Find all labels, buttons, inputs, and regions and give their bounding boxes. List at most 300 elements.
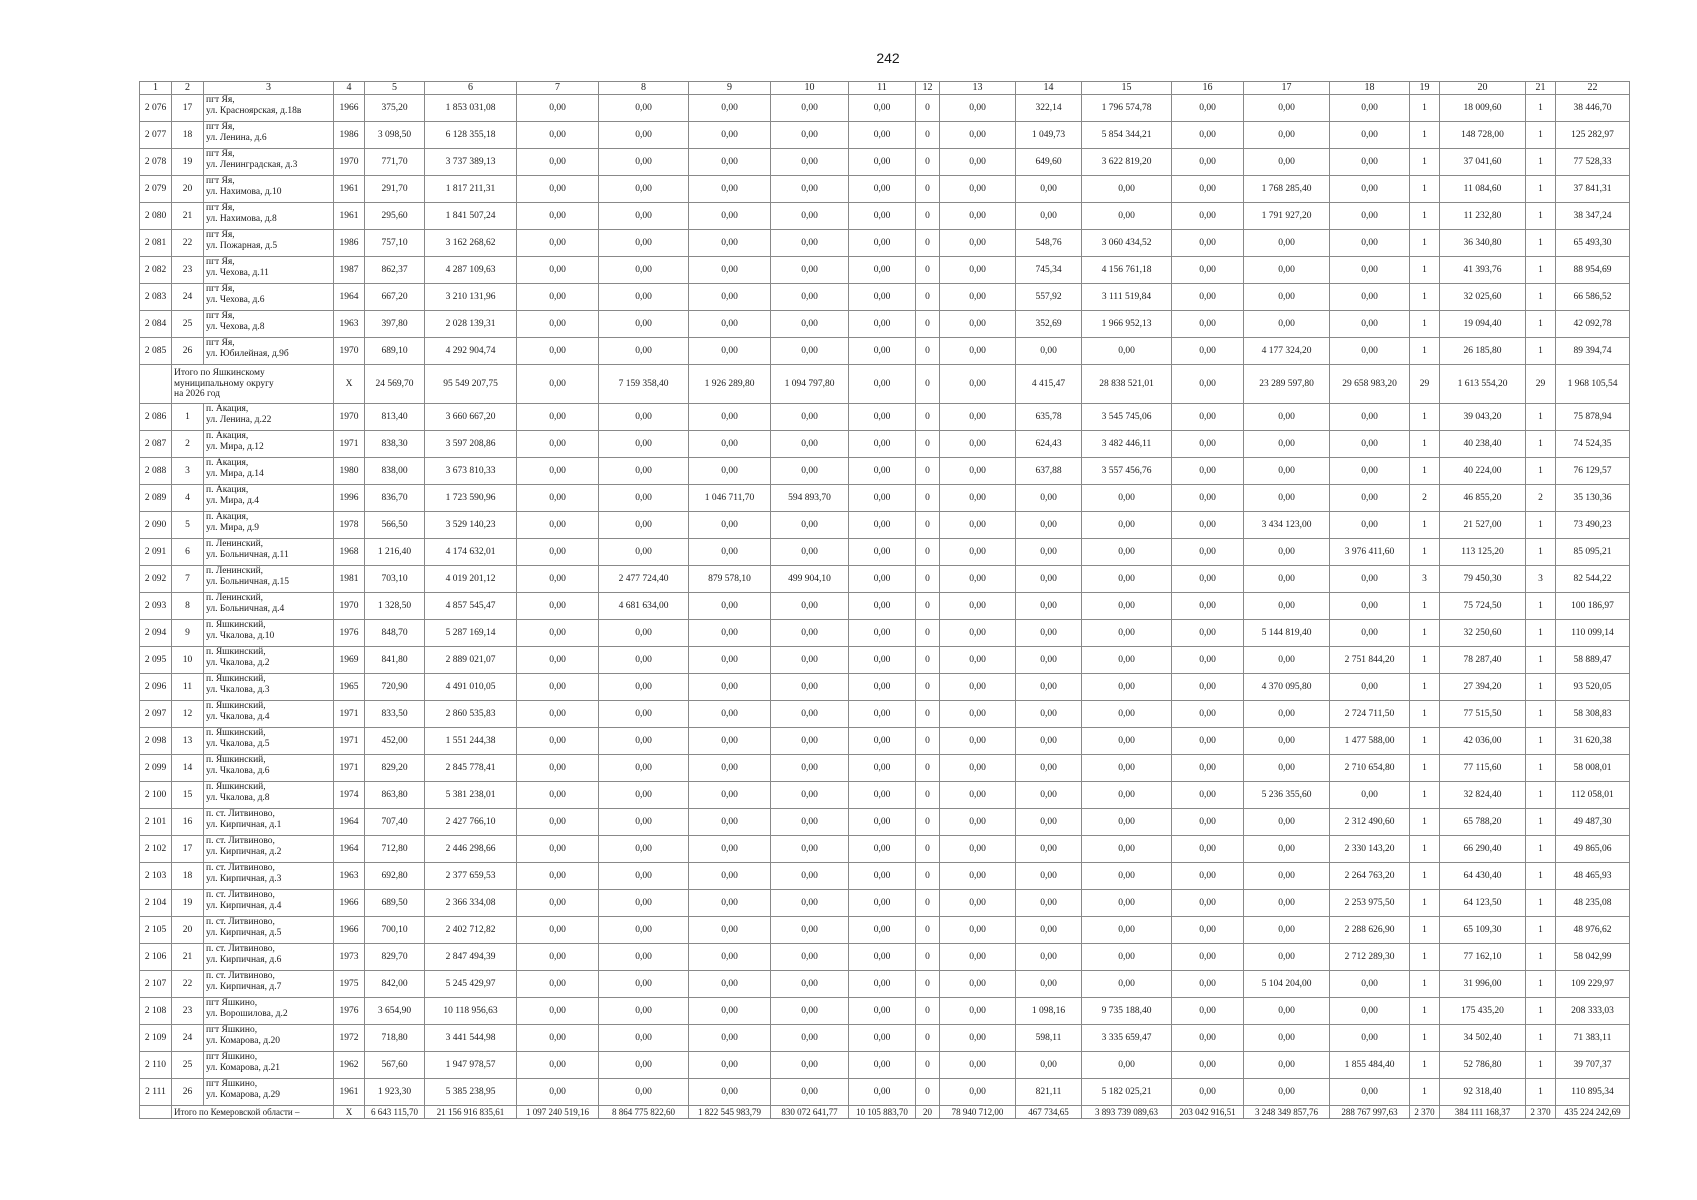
table-row bbox=[140, 176, 1630, 203]
street-line: ул. Нахимова, д.10 bbox=[206, 186, 282, 197]
cell-c2: 2 bbox=[172, 431, 204, 458]
cell-c16: 0,00 bbox=[1172, 485, 1244, 512]
cell-c13: 0,00 bbox=[940, 512, 1016, 539]
cell-c11: 0,00 bbox=[849, 176, 916, 203]
cell-c11: 0,00 bbox=[849, 311, 916, 338]
cell-c22: 35 130,36 bbox=[1556, 485, 1630, 512]
cell-c15: 3 557 456,76 bbox=[1082, 458, 1172, 485]
street-line: ул. Мира, д.9 bbox=[206, 522, 260, 533]
cell-c21: 1 bbox=[1526, 971, 1556, 998]
cell-c20: 36 340,80 bbox=[1440, 230, 1526, 257]
cell-c21: 1 bbox=[1526, 1052, 1556, 1079]
cell-c8: 0,00 bbox=[599, 1052, 689, 1079]
cell-c4: 1964 bbox=[334, 809, 365, 836]
cell-c15: 0,00 bbox=[1082, 1052, 1172, 1079]
cell-c9: 0,00 bbox=[689, 944, 771, 971]
settlement-line: п. Яшкинский, bbox=[206, 647, 266, 657]
cell-c2: 19 bbox=[172, 149, 204, 176]
subtotal-c20: 1 613 554,20 bbox=[1440, 365, 1526, 404]
cell-c12: 0 bbox=[916, 755, 940, 782]
cell-c19: 1 bbox=[1410, 149, 1440, 176]
settlement-line: п. ст. Литвиново, bbox=[206, 863, 275, 873]
cell-c1: 2 088 bbox=[140, 458, 172, 485]
cell-c4: 1964 bbox=[334, 284, 365, 311]
cell-c13: 0,00 bbox=[940, 809, 1016, 836]
address-cell bbox=[204, 809, 334, 836]
cell-c9: 0,00 bbox=[689, 458, 771, 485]
cell-c13: 0,00 bbox=[940, 755, 1016, 782]
cell-c20: 27 394,20 bbox=[1440, 674, 1526, 701]
cell-c14: 598,11 bbox=[1016, 1025, 1082, 1052]
cell-c14: 0,00 bbox=[1016, 593, 1082, 620]
cell-c16: 0,00 bbox=[1172, 122, 1244, 149]
cell-c15: 3 111 519,84 bbox=[1082, 284, 1172, 311]
cell-c11: 0,00 bbox=[849, 203, 916, 230]
table-row bbox=[140, 674, 1630, 701]
cell-c18: 0,00 bbox=[1330, 971, 1410, 998]
cell-c15: 0,00 bbox=[1082, 485, 1172, 512]
cell-c7: 0,00 bbox=[517, 836, 599, 863]
cell-c16: 0,00 bbox=[1172, 404, 1244, 431]
cell-c8: 0,00 bbox=[599, 728, 689, 755]
cell-c12: 0 bbox=[916, 647, 940, 674]
cell-c4: 1964 bbox=[334, 836, 365, 863]
settlement-line: п. Акация, bbox=[206, 485, 249, 495]
cell-c21: 1 bbox=[1526, 539, 1556, 566]
cell-c15: 0,00 bbox=[1082, 890, 1172, 917]
cell-c12: 0 bbox=[916, 971, 940, 998]
settlement-line: пгт Яя, bbox=[206, 203, 235, 213]
cell-c10: 0,00 bbox=[771, 1025, 849, 1052]
cell-c6: 2 377 659,53 bbox=[425, 863, 517, 890]
total-label: Итого по Кемеровской области – bbox=[172, 1106, 334, 1119]
cell-c14: 0,00 bbox=[1016, 647, 1082, 674]
cell-c6: 4 491 010,05 bbox=[425, 674, 517, 701]
cell-c22: 58 889,47 bbox=[1556, 647, 1630, 674]
cell-c21: 1 bbox=[1526, 863, 1556, 890]
cell-c11: 0,00 bbox=[849, 863, 916, 890]
cell-c2: 12 bbox=[172, 701, 204, 728]
cell-c22: 65 493,30 bbox=[1556, 230, 1630, 257]
column-header-18: 18 bbox=[1330, 82, 1410, 95]
cell-c20: 18 009,60 bbox=[1440, 95, 1526, 122]
cell-c21: 1 bbox=[1526, 755, 1556, 782]
cell-c2: 8 bbox=[172, 593, 204, 620]
cell-c15: 0,00 bbox=[1082, 782, 1172, 809]
column-header-16: 16 bbox=[1172, 82, 1244, 95]
cell-c8: 0,00 bbox=[599, 284, 689, 311]
cell-c22: 58 308,83 bbox=[1556, 701, 1630, 728]
cell-c14: 637,88 bbox=[1016, 458, 1082, 485]
cell-c8: 0,00 bbox=[599, 1025, 689, 1052]
total-c5: 6 643 115,70 bbox=[365, 1106, 425, 1119]
cell-c8: 0,00 bbox=[599, 863, 689, 890]
cell-c5: 452,00 bbox=[365, 728, 425, 755]
cell-c10: 0,00 bbox=[771, 755, 849, 782]
cell-c9: 0,00 bbox=[689, 1079, 771, 1106]
cell-c2: 16 bbox=[172, 809, 204, 836]
cell-c5: 771,70 bbox=[365, 149, 425, 176]
cell-c11: 0,00 bbox=[849, 674, 916, 701]
cell-c17: 0,00 bbox=[1244, 728, 1330, 755]
cell-c21: 1 bbox=[1526, 836, 1556, 863]
cell-c18: 0,00 bbox=[1330, 458, 1410, 485]
cell-c2: 26 bbox=[172, 1079, 204, 1106]
cell-c22: 66 586,52 bbox=[1556, 284, 1630, 311]
cell-c20: 32 824,40 bbox=[1440, 782, 1526, 809]
street-line: ул. Мира, д.12 bbox=[206, 441, 264, 452]
street-line: ул. Кирпичная, д.2 bbox=[206, 846, 282, 857]
cell-c14: 0,00 bbox=[1016, 755, 1082, 782]
table-row bbox=[140, 863, 1630, 890]
cell-c7: 0,00 bbox=[517, 755, 599, 782]
cell-c8: 0,00 bbox=[599, 257, 689, 284]
subtotal-c4: X bbox=[334, 365, 365, 404]
cell-c6: 1 723 590,96 bbox=[425, 485, 517, 512]
table-row bbox=[140, 593, 1630, 620]
settlement-line: п. Акация, bbox=[206, 404, 249, 414]
cell-c20: 77 515,50 bbox=[1440, 701, 1526, 728]
cell-c15: 0,00 bbox=[1082, 728, 1172, 755]
cell-c6: 10 118 956,63 bbox=[425, 998, 517, 1025]
cell-c13: 0,00 bbox=[940, 836, 1016, 863]
cell-c1: 2 099 bbox=[140, 755, 172, 782]
cell-c8: 0,00 bbox=[599, 701, 689, 728]
cell-c6: 3 660 667,20 bbox=[425, 404, 517, 431]
cell-c9: 0,00 bbox=[689, 512, 771, 539]
cell-c12: 0 bbox=[916, 176, 940, 203]
cell-c4: 1971 bbox=[334, 728, 365, 755]
street-line: ул. Чехова, д.11 bbox=[206, 267, 269, 278]
column-header-3: 3 bbox=[204, 82, 334, 95]
cell-c14: 0,00 bbox=[1016, 890, 1082, 917]
cell-c19: 1 bbox=[1410, 593, 1440, 620]
subtotal-c19: 29 bbox=[1410, 365, 1440, 404]
cell-c6: 4 857 545,47 bbox=[425, 593, 517, 620]
cell-c6: 2 427 766,10 bbox=[425, 809, 517, 836]
subtotal-c9: 1 926 289,80 bbox=[689, 365, 771, 404]
cell-c1: 2 107 bbox=[140, 971, 172, 998]
cell-c14: 0,00 bbox=[1016, 782, 1082, 809]
cell-c21: 1 bbox=[1526, 284, 1556, 311]
cell-c5: 718,80 bbox=[365, 1025, 425, 1052]
cell-c1: 2 090 bbox=[140, 512, 172, 539]
cell-c19: 1 bbox=[1410, 944, 1440, 971]
total-c12: 20 bbox=[916, 1106, 940, 1119]
column-header-13: 13 bbox=[940, 82, 1016, 95]
cell-c7: 0,00 bbox=[517, 404, 599, 431]
cell-c10: 0,00 bbox=[771, 284, 849, 311]
cell-c12: 0 bbox=[916, 863, 940, 890]
cell-c7: 0,00 bbox=[517, 620, 599, 647]
cell-c5: 757,10 bbox=[365, 230, 425, 257]
cell-c10: 0,00 bbox=[771, 257, 849, 284]
cell-c6: 1 947 978,57 bbox=[425, 1052, 517, 1079]
cell-c8: 0,00 bbox=[599, 512, 689, 539]
cell-c18: 2 288 626,90 bbox=[1330, 917, 1410, 944]
cell-c22: 58 008,01 bbox=[1556, 755, 1630, 782]
cell-c1: 2 084 bbox=[140, 311, 172, 338]
cell-c11: 0,00 bbox=[849, 257, 916, 284]
cell-c14: 0,00 bbox=[1016, 338, 1082, 365]
cell-c1: 2 106 bbox=[140, 944, 172, 971]
cell-c20: 77 115,60 bbox=[1440, 755, 1526, 782]
cell-c7: 0,00 bbox=[517, 701, 599, 728]
table-row bbox=[140, 809, 1630, 836]
rows-yashkinsky-district bbox=[140, 404, 1630, 1106]
cell-c2: 1 bbox=[172, 404, 204, 431]
cell-c15: 0,00 bbox=[1082, 944, 1172, 971]
cell-c16: 0,00 bbox=[1172, 998, 1244, 1025]
total-c16: 203 042 916,51 bbox=[1172, 1106, 1244, 1119]
cell-c13: 0,00 bbox=[940, 149, 1016, 176]
cell-c18: 0,00 bbox=[1330, 566, 1410, 593]
cell-c4: 1978 bbox=[334, 512, 365, 539]
total-c7: 1 097 240 519,16 bbox=[517, 1106, 599, 1119]
cell-c7: 0,00 bbox=[517, 431, 599, 458]
cell-c15: 4 156 761,18 bbox=[1082, 257, 1172, 284]
settlement-line: п. Ленинский, bbox=[206, 593, 264, 603]
cell-c20: 34 502,40 bbox=[1440, 1025, 1526, 1052]
cell-c16: 0,00 bbox=[1172, 149, 1244, 176]
cell-c20: 41 393,76 bbox=[1440, 257, 1526, 284]
cell-c5: 689,50 bbox=[365, 890, 425, 917]
total-c4: X bbox=[334, 1106, 365, 1119]
cell-c9: 0,00 bbox=[689, 701, 771, 728]
cell-c14: 745,34 bbox=[1016, 257, 1082, 284]
cell-c10: 0,00 bbox=[771, 404, 849, 431]
cell-c19: 1 bbox=[1410, 998, 1440, 1025]
cell-c17: 0,00 bbox=[1244, 230, 1330, 257]
cell-c13: 0,00 bbox=[940, 230, 1016, 257]
cell-c11: 0,00 bbox=[849, 485, 916, 512]
cell-c22: 109 229,97 bbox=[1556, 971, 1630, 998]
cell-c4: 1972 bbox=[334, 1025, 365, 1052]
street-line: ул. Чкалова, д.3 bbox=[206, 684, 270, 695]
cell-c2: 24 bbox=[172, 284, 204, 311]
cell-c18: 0,00 bbox=[1330, 230, 1410, 257]
cell-c12: 0 bbox=[916, 539, 940, 566]
cell-c5: 567,60 bbox=[365, 1052, 425, 1079]
cell-c10: 0,00 bbox=[771, 149, 849, 176]
subtotal-c6: 95 549 207,75 bbox=[425, 365, 517, 404]
cell-c17: 0,00 bbox=[1244, 1025, 1330, 1052]
cell-c17: 0,00 bbox=[1244, 863, 1330, 890]
cell-c2: 22 bbox=[172, 971, 204, 998]
cell-c1: 2 092 bbox=[140, 566, 172, 593]
cell-c17: 0,00 bbox=[1244, 404, 1330, 431]
cell-c20: 77 162,10 bbox=[1440, 944, 1526, 971]
table-row bbox=[140, 728, 1630, 755]
table-row bbox=[140, 257, 1630, 284]
subtotal-c5: 24 569,70 bbox=[365, 365, 425, 404]
cell-c12: 0 bbox=[916, 458, 940, 485]
cell-c7: 0,00 bbox=[517, 257, 599, 284]
cell-c12: 0 bbox=[916, 782, 940, 809]
cell-c9: 0,00 bbox=[689, 755, 771, 782]
table-row bbox=[140, 404, 1630, 431]
cell-c1: 2 079 bbox=[140, 176, 172, 203]
subtotal-label bbox=[172, 365, 334, 404]
cell-c10: 0,00 bbox=[771, 230, 849, 257]
cell-c12: 0 bbox=[916, 512, 940, 539]
cell-c20: 148 728,00 bbox=[1440, 122, 1526, 149]
cell-c2: 20 bbox=[172, 917, 204, 944]
cell-c10: 0,00 bbox=[771, 95, 849, 122]
cell-c1: 2 078 bbox=[140, 149, 172, 176]
cell-c11: 0,00 bbox=[849, 404, 916, 431]
cell-c8: 0,00 bbox=[599, 176, 689, 203]
cell-c16: 0,00 bbox=[1172, 620, 1244, 647]
cell-c19: 1 bbox=[1410, 230, 1440, 257]
cell-c4: 1973 bbox=[334, 944, 365, 971]
cell-c2: 14 bbox=[172, 755, 204, 782]
cell-c8: 0,00 bbox=[599, 917, 689, 944]
cell-c7: 0,00 bbox=[517, 917, 599, 944]
cell-c14: 0,00 bbox=[1016, 809, 1082, 836]
settlement-line: п. Ленинский, bbox=[206, 566, 264, 576]
street-line: ул. Кирпичная, д.7 bbox=[206, 981, 282, 992]
table-row bbox=[140, 149, 1630, 176]
cell-c15: 0,00 bbox=[1082, 647, 1172, 674]
cell-c19: 1 bbox=[1410, 620, 1440, 647]
street-line: ул. Ленинградская, д.3 bbox=[206, 159, 298, 170]
cell-c11: 0,00 bbox=[849, 782, 916, 809]
cell-c18: 2 724 711,50 bbox=[1330, 701, 1410, 728]
cell-c14: 0,00 bbox=[1016, 620, 1082, 647]
address-cell bbox=[204, 1025, 334, 1052]
cell-c12: 0 bbox=[916, 674, 940, 701]
cell-c8: 0,00 bbox=[599, 809, 689, 836]
cell-c13: 0,00 bbox=[940, 122, 1016, 149]
cell-c5: 813,40 bbox=[365, 404, 425, 431]
street-line: ул. Ленина, д.22 bbox=[206, 414, 272, 425]
subtotal-c22: 1 968 105,54 bbox=[1556, 365, 1630, 404]
cell-c19: 1 bbox=[1410, 701, 1440, 728]
address-cell bbox=[204, 485, 334, 512]
cell-c21: 1 bbox=[1526, 257, 1556, 284]
address-cell bbox=[204, 122, 334, 149]
cell-c7: 0,00 bbox=[517, 944, 599, 971]
cell-c21: 1 bbox=[1526, 647, 1556, 674]
cell-c5: 833,50 bbox=[365, 701, 425, 728]
cell-c2: 7 bbox=[172, 566, 204, 593]
cell-c16: 0,00 bbox=[1172, 836, 1244, 863]
cell-c21: 1 bbox=[1526, 917, 1556, 944]
cell-c16: 0,00 bbox=[1172, 1025, 1244, 1052]
cell-c2: 3 bbox=[172, 458, 204, 485]
cell-c13: 0,00 bbox=[940, 311, 1016, 338]
cell-c12: 0 bbox=[916, 998, 940, 1025]
cell-c10: 0,00 bbox=[771, 1052, 849, 1079]
cell-c13: 0,00 bbox=[940, 1052, 1016, 1079]
cell-c5: 712,80 bbox=[365, 836, 425, 863]
cell-c7: 0,00 bbox=[517, 311, 599, 338]
address-cell bbox=[204, 176, 334, 203]
cell-c12: 0 bbox=[916, 122, 940, 149]
cell-c1: 2 086 bbox=[140, 404, 172, 431]
cell-c9: 0,00 bbox=[689, 404, 771, 431]
cell-c20: 92 318,40 bbox=[1440, 1079, 1526, 1106]
cell-c2: 17 bbox=[172, 836, 204, 863]
cell-c22: 112 058,01 bbox=[1556, 782, 1630, 809]
cell-c11: 0,00 bbox=[849, 836, 916, 863]
cell-c10: 0,00 bbox=[771, 458, 849, 485]
address-cell bbox=[204, 647, 334, 674]
cell-c1: 2 081 bbox=[140, 230, 172, 257]
cell-c1: 2 087 bbox=[140, 431, 172, 458]
cell-c9: 0,00 bbox=[689, 176, 771, 203]
cell-c10: 0,00 bbox=[771, 728, 849, 755]
cell-c11: 0,00 bbox=[849, 890, 916, 917]
cell-c17: 0,00 bbox=[1244, 917, 1330, 944]
total-c22: 435 224 242,69 bbox=[1556, 1106, 1630, 1119]
settlement-line: п. Яшкинский, bbox=[206, 620, 266, 630]
cell-c21: 1 bbox=[1526, 338, 1556, 365]
address-cell bbox=[204, 782, 334, 809]
cell-c10: 0,00 bbox=[771, 674, 849, 701]
subtotal-c16: 0,00 bbox=[1172, 365, 1244, 404]
cell-c19: 1 bbox=[1410, 1052, 1440, 1079]
cell-c10: 0,00 bbox=[771, 647, 849, 674]
cell-c15: 0,00 bbox=[1082, 917, 1172, 944]
cell-c18: 0,00 bbox=[1330, 257, 1410, 284]
cell-c5: 295,60 bbox=[365, 203, 425, 230]
cell-c2: 26 bbox=[172, 338, 204, 365]
cell-c11: 0,00 bbox=[849, 917, 916, 944]
cell-c10: 499 904,10 bbox=[771, 566, 849, 593]
cell-c17: 4 370 095,80 bbox=[1244, 674, 1330, 701]
cell-c20: 79 450,30 bbox=[1440, 566, 1526, 593]
cell-c5: 3 654,90 bbox=[365, 998, 425, 1025]
cell-c11: 0,00 bbox=[849, 998, 916, 1025]
cell-c4: 1986 bbox=[334, 230, 365, 257]
cell-c22: 48 465,93 bbox=[1556, 863, 1630, 890]
cell-c17: 0,00 bbox=[1244, 95, 1330, 122]
cell-c19: 1 bbox=[1410, 755, 1440, 782]
cell-c7: 0,00 bbox=[517, 809, 599, 836]
cell-c12: 0 bbox=[916, 257, 940, 284]
cell-c5: 566,50 bbox=[365, 512, 425, 539]
cell-c9: 0,00 bbox=[689, 890, 771, 917]
cell-c6: 4 019 201,12 bbox=[425, 566, 517, 593]
settlement-line: п. Яшкинский, bbox=[206, 755, 266, 765]
cell-c17: 0,00 bbox=[1244, 566, 1330, 593]
cell-c10: 0,00 bbox=[771, 917, 849, 944]
cell-c22: 82 544,22 bbox=[1556, 566, 1630, 593]
cell-c5: 291,70 bbox=[365, 176, 425, 203]
cell-c7: 0,00 bbox=[517, 176, 599, 203]
street-line: ул. Комарова, д.21 bbox=[206, 1062, 280, 1073]
cell-c1: 2 082 bbox=[140, 257, 172, 284]
cell-c6: 5 381 238,01 bbox=[425, 782, 517, 809]
cell-c16: 0,00 bbox=[1172, 338, 1244, 365]
cell-c10: 0,00 bbox=[771, 176, 849, 203]
cell-c19: 1 bbox=[1410, 809, 1440, 836]
street-line: ул. Чехова, д.8 bbox=[206, 321, 265, 332]
cell-c9: 0,00 bbox=[689, 728, 771, 755]
cell-c7: 0,00 bbox=[517, 539, 599, 566]
cell-c8: 4 681 634,00 bbox=[599, 593, 689, 620]
cell-c10: 0,00 bbox=[771, 944, 849, 971]
cell-c20: 52 786,80 bbox=[1440, 1052, 1526, 1079]
cell-c4: 1980 bbox=[334, 458, 365, 485]
cell-c15: 9 735 188,40 bbox=[1082, 998, 1172, 1025]
cell-c2: 11 bbox=[172, 674, 204, 701]
cell-c17: 0,00 bbox=[1244, 701, 1330, 728]
cell-c16: 0,00 bbox=[1172, 647, 1244, 674]
address-cell bbox=[204, 1079, 334, 1106]
